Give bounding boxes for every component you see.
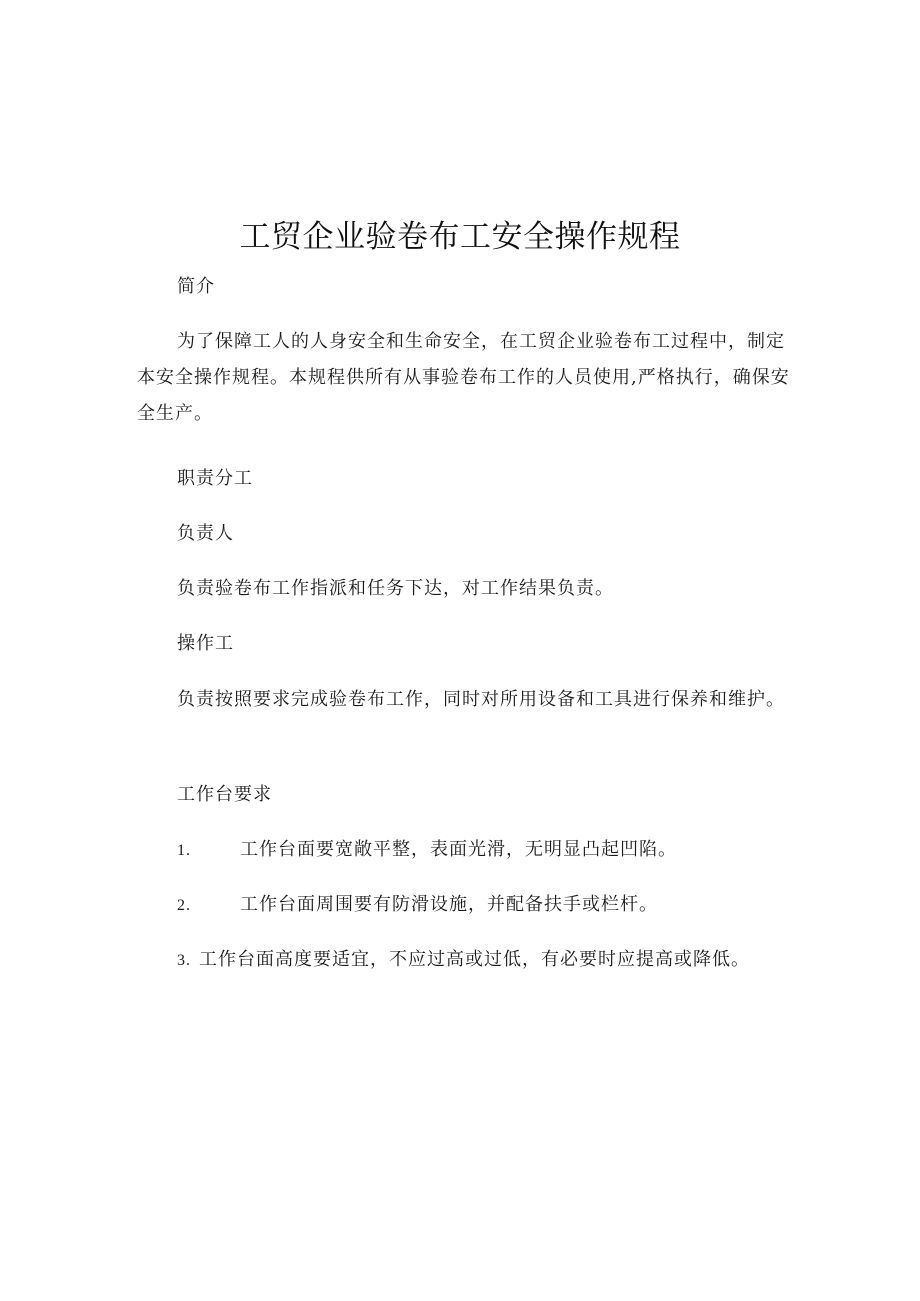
- document-title: 工贸企业验卷布工安全操作规程: [239, 219, 681, 255]
- manager-paragraph: 负责验卷布工作指派和任务下达，对工作结果负责。: [177, 578, 614, 599]
- list-item-text: 工作台面周围要有防滑设施，并配备扶手或栏杆。: [240, 894, 658, 915]
- workbench-heading: 工作台要求: [177, 784, 272, 805]
- workbench-list-item: [177, 890, 658, 921]
- duties-heading: 职责分工: [177, 468, 253, 489]
- operator-paragraph: 负责按照要求完成验卷布工作，同时对所用设备和工具进行保养和维护。: [177, 689, 785, 710]
- operator-heading: 操作工: [177, 633, 234, 654]
- list-number: 3.: [177, 952, 191, 969]
- list-item-text: 工作台面要宽敞平整，表面光滑，无明显凸起凹陷。: [240, 839, 677, 860]
- list-item-text: 工作台面高度要适宜，不应过高或过低，有必要时应提高或降低。: [199, 949, 750, 970]
- list-number: 2.: [177, 897, 191, 914]
- list-number: 1.: [177, 842, 191, 859]
- intro-heading: 简介: [177, 276, 215, 297]
- manager-heading: 负责人: [177, 523, 234, 544]
- workbench-list-item: [177, 835, 677, 866]
- intro-paragraph: 为了保障工人的人身安全和生命安全，在工贸企业验卷布工过程中，制定本安全操作规程。本规程供所有从事验卷布工作的人员使用,严格执行，确保安全生产。: [137, 331, 790, 424]
- workbench-list-item: [177, 945, 750, 976]
